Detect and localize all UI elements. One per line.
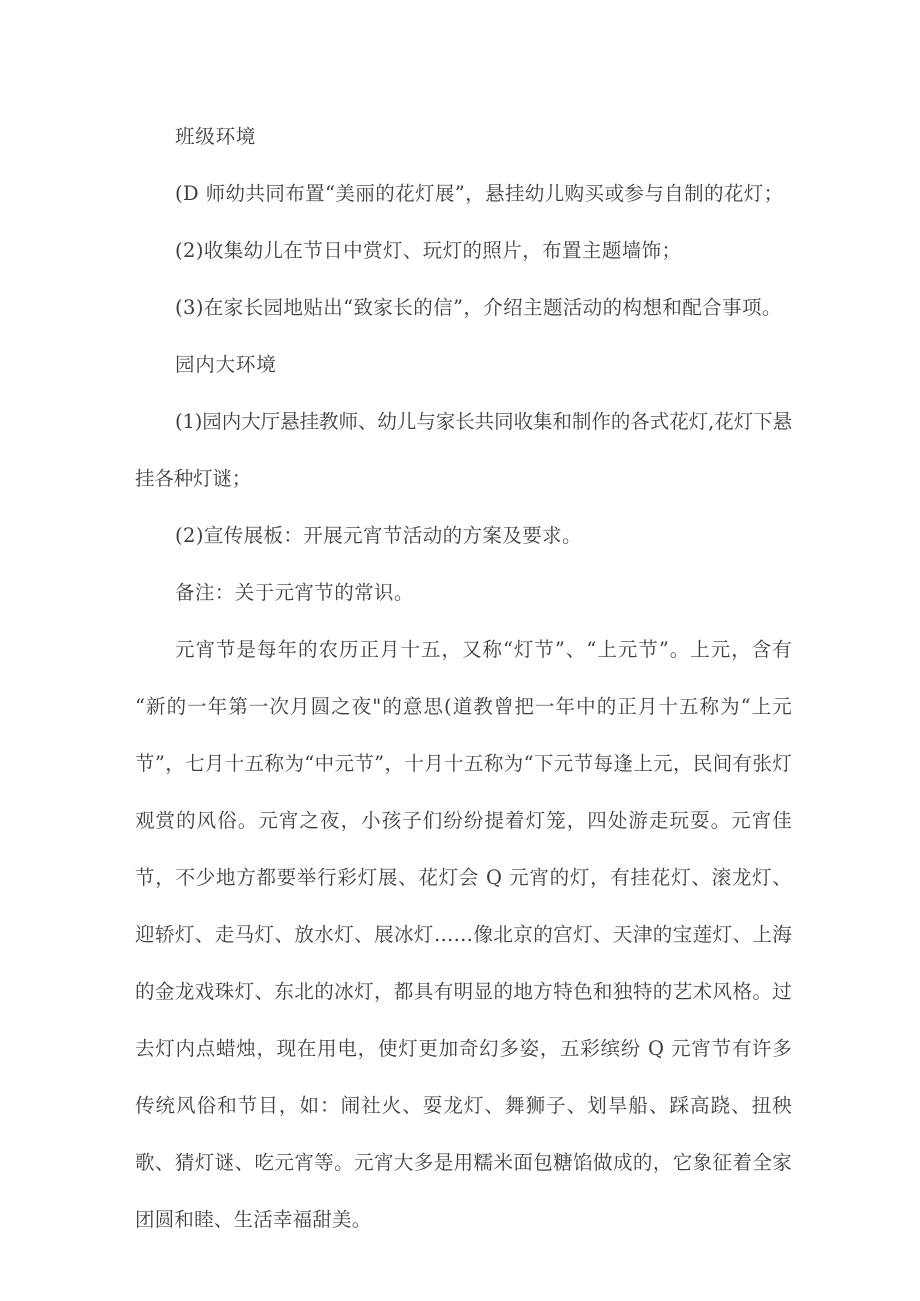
section-heading-campus-environment: 园内大环境 bbox=[175, 353, 277, 376]
body-paragraph: 元宵节是每年的农历正月十五，又称“灯节”、“上元节”。上元，含有“新的一年第一次月圆之夜"的意思(道教曾把一年中的正月十五称为“上元节”，七月十五称为“中元节”，十月十五称为“下元节每逢上元，民间有张灯观赏的风俗。元宵之夜，小孩子们纷纷提着灯笼，四处游走玩耍。元宵佳节，不少地方都要举行彩灯展、花灯会 Q 元宵的灯，有挂花灯、滚龙灯、迎轿灯、走马灯、放水灯、展冰灯……像北京的宫灯、天津的宝莲灯、上海的金龙戏珠灯、东北的冰灯，都具有明显的地方特色和独特的艺术风格。过去灯内点蜡烛，现在用电，使灯更加奇幻多姿，五彩缤纷 Q 元宵节有许多传统风俗和节目，如：闹社火、耍龙灯、舞狮子、划旱船、踩高跷、扭秧歌、猜灯谜、吃元宵等。元宵大多是用糯米面包糖馅做成的，它象征着全家团圆和睦、生活幸福甜美。 bbox=[135, 638, 792, 1231]
section-heading-class-environment: 班级环境 bbox=[175, 125, 257, 148]
document-body bbox=[135, 108, 790, 1248]
list-item: (3)在家长园地贴出“致家长的信”，介绍主题活动的构想和配合事项。 bbox=[175, 296, 782, 319]
list-item: (1)园内大厅悬挂教师、幼儿与家长共同收集和制作的各式花灯,花灯下悬挂各种灯谜； bbox=[135, 410, 792, 490]
list-item: (D 师幼共同布置“美丽的花灯展”，悬挂幼儿购买或参与自制的花灯； bbox=[175, 182, 784, 205]
list-item: (2)收集幼儿在节日中赏灯、玩灯的照片，布置主题墙饰； bbox=[175, 239, 682, 262]
note-line: 备注：关于元宵节的常识。 bbox=[175, 581, 414, 604]
list-item: (2)宣传展板：开展元宵节活动的方案及要求。 bbox=[175, 524, 582, 547]
